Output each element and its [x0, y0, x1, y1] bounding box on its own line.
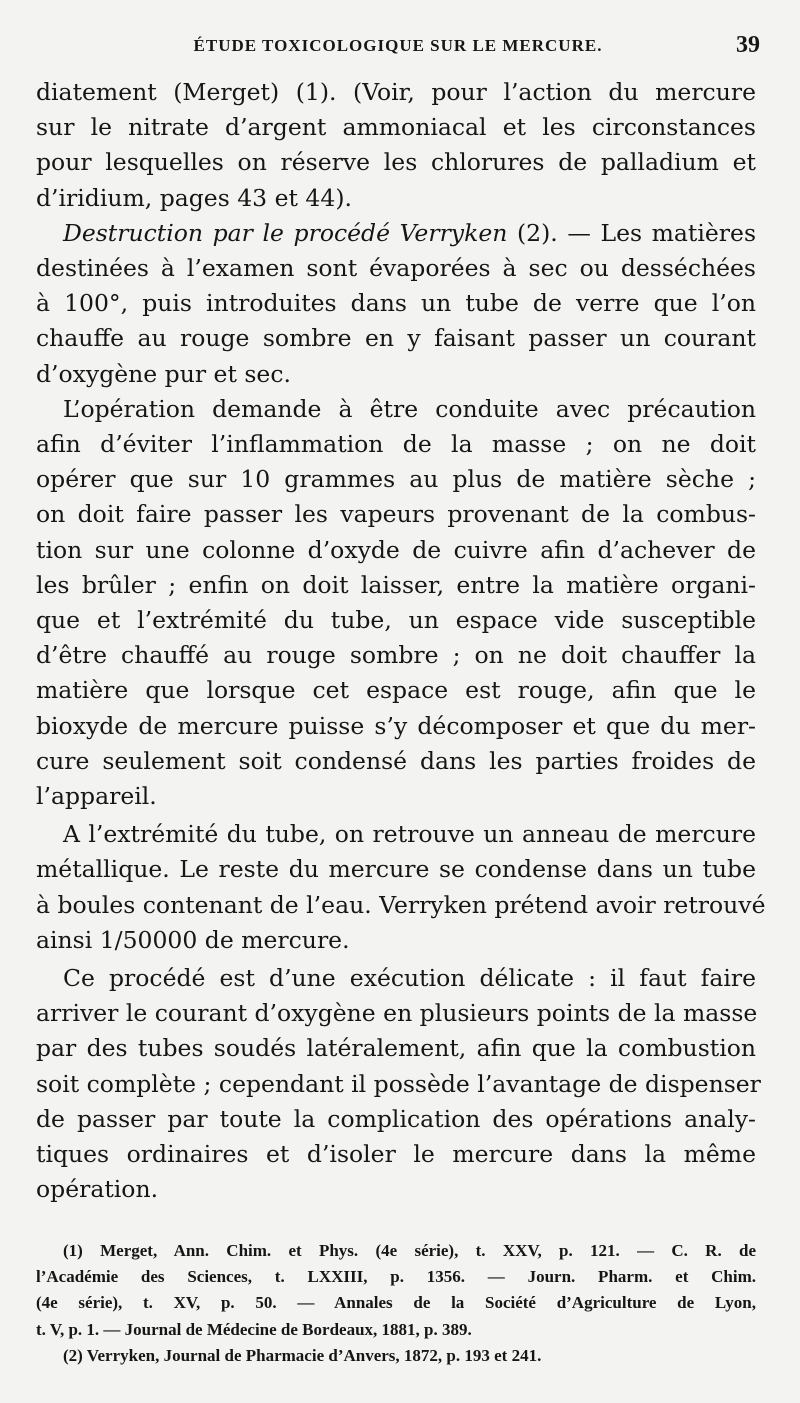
section-heading-line — [36, 216, 756, 251]
text-line: que et l’extrémité du tube, un espace vide susceptible — [36, 606, 756, 635]
running-title: ÉTUDE TOXICOLOGIQUE SUR LE MERCURE. — [193, 36, 603, 55]
text-line: afin d’éviter l’inflammation de la masse ; on ne doit — [36, 430, 756, 459]
text-line: matière que lorsque cet espace est rouge, afin que le — [36, 676, 756, 705]
text-line: soit complète ; cependant il possède l’avantage de dispenser — [36, 1069, 761, 1098]
body-text — [36, 75, 766, 1208]
text-line: les brûler ; enfin on doit laisser, entre la matière organi- — [36, 570, 756, 599]
text-line: bioxyde de mercure puisse s’y décomposer et que du mer- — [36, 711, 756, 740]
text-line: L’opération demande à être conduite avec précaution — [63, 394, 756, 423]
text-line: Ce procédé est d’une exécution délicate : il faut faire — [63, 964, 756, 993]
text-line: par des tubes soudés latéralement, afin que la combustion — [36, 1034, 756, 1063]
footnote-line: (1) Merget, Ann. Chim. et Phys. (4e série), t. XXV, p. 121. — C. R. de — [63, 1241, 756, 1260]
text-line: opérer que sur 10 grammes au plus de matière sèche ; — [36, 465, 756, 494]
text-line: de passer par toute la complication des opérations analy- — [36, 1104, 756, 1133]
text-line: l’appareil. — [36, 782, 157, 811]
text-line: d’oxygène pur et sec. — [36, 359, 291, 388]
text-line: on doit faire passer les vapeurs provenant de la combus- — [36, 500, 756, 529]
text-line: d’être chauffé au rouge sombre ; on ne doit chauffer la — [36, 641, 756, 670]
text-line: diatement (Merget) (1). (Voir, pour l’action du mercure — [36, 78, 756, 106]
text-line: tion sur une colonne d’oxyde de cuivre afin d’achever de — [36, 535, 756, 564]
text-line: ainsi 1/50000 de mercure. — [36, 925, 350, 954]
text-line: à 100°, puis introduites dans un tube de verre que l’on — [36, 289, 756, 318]
text-line: arriver le courant d’oxygène en plusieurs points de la masse — [36, 999, 758, 1028]
section-heading: Destruction par le procédé Verryken — [63, 218, 508, 247]
text-line: chauffe au rouge sombre en y faisant passer un courant — [36, 324, 756, 353]
text-line: tiques ordinaires et d’isoler le mercure dans la même — [36, 1140, 756, 1169]
footnotes — [36, 1238, 756, 1369]
page-number: 39 — [736, 32, 760, 58]
text-line: métallique. Le reste du mercure se condense dans un tube — [36, 855, 756, 884]
text-line: cure seulement soit condensé dans les parties froides de — [36, 746, 756, 775]
text-line: A l’extrémité du tube, on retrouve un anneau de mercure — [63, 820, 756, 849]
text-line: sur le nitrate d’argent ammoniacal et les circonstances — [36, 113, 756, 142]
text-line: destinées à l’examen sont évaporées à sec ou desséchées — [36, 254, 756, 283]
footnote-line: (2) Verryken, Journal de Pharmacie d’Anvers, 1872, p. 193 et 241. — [63, 1345, 542, 1365]
text-line: d’iridium, pages 43 et 44). — [36, 183, 352, 212]
footnote-line: t. V, p. 1. — Journal de Médecine de Bordeaux, 1881, p. 389. — [36, 1319, 472, 1339]
text-line: à boules contenant de l’eau. Verryken prétend avoir retrouvé — [36, 890, 766, 919]
footnote-line: l’Académie des Sciences, t. LXXIII, p. 1356. — Journ. Pharm. et Chim. — [36, 1267, 756, 1287]
page-header — [36, 32, 760, 66]
text-line: opération. — [36, 1175, 159, 1204]
text-line: pour lesquelles on réserve les chlorures de palladium et — [36, 148, 756, 177]
text-line-fragment: (2). — Les matières — [507, 218, 757, 247]
footnote-line: (4e série), t. XV, p. 50. — Annales de la Société d’Agriculture de Lyon, — [36, 1293, 756, 1313]
